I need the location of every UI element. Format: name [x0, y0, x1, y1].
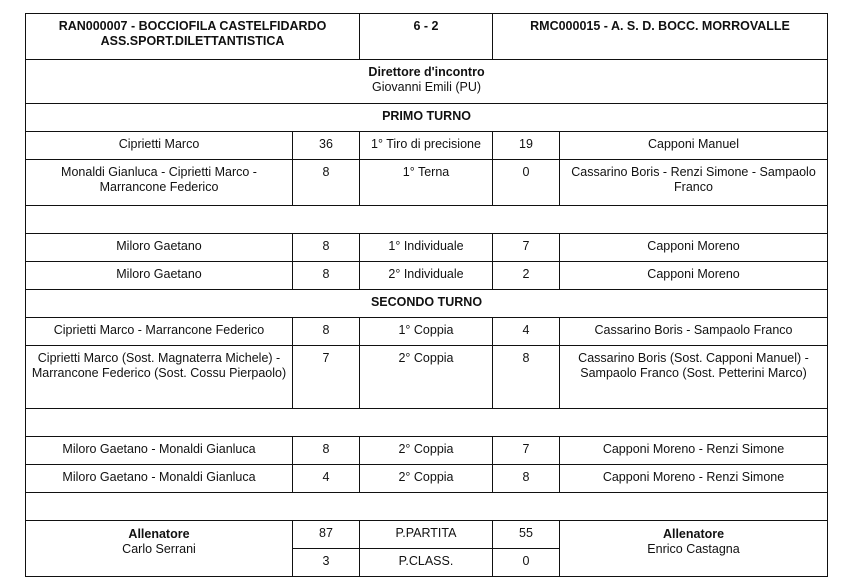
away-players: Capponi Moreno - Renzi Simone	[560, 465, 828, 493]
home-players: Ciprietti Marco (Sost. Magnaterra Michele) - Marrancone Federico (Sost. Cossu Pierpaolo)	[26, 346, 293, 409]
total-label-partita: P.PARTITA	[360, 521, 493, 549]
match-report-table	[25, 13, 828, 577]
home-players: Monaldi Gianluca - Ciprietti Marco - Marrancone Federico	[26, 160, 293, 206]
away-coach-label: Allenatore	[662, 527, 725, 541]
home-players: Miloro Gaetano - Monaldi Gianluca	[26, 465, 293, 493]
away-players: Capponi Moreno	[560, 262, 828, 290]
away-players: Cassarino Boris (Sost. Capponi Manuel) - Sampaolo Franco (Sost. Petterini Marco)	[560, 346, 828, 409]
home-team-line2: ASS.SPORT.DILETTANTISTICA	[100, 34, 285, 48]
game-type: 1° Coppia	[360, 318, 493, 346]
home-coach-label: Allenatore	[128, 527, 190, 541]
away-points: 4	[493, 318, 560, 346]
home-players: Ciprietti Marco	[26, 132, 293, 160]
section-title-secondo-turno: SECONDO TURNO	[26, 290, 828, 318]
away-points: 19	[493, 132, 560, 160]
away-points: 2	[493, 262, 560, 290]
home-team	[26, 14, 360, 60]
game-type: 1° Tiro di precisione	[360, 132, 493, 160]
game-type: 2° Coppia	[360, 346, 493, 409]
table-row	[26, 132, 828, 160]
away-coach	[560, 521, 828, 577]
table-row	[26, 465, 828, 493]
game-type: 1° Terna	[360, 160, 493, 206]
away-points: 8	[493, 465, 560, 493]
table-row	[26, 318, 828, 346]
home-points: 7	[293, 346, 360, 409]
blank-row	[26, 409, 828, 437]
home-points: 8	[293, 318, 360, 346]
section-title-primo-turno: PRIMO TURNO	[26, 104, 828, 132]
home-coach	[26, 521, 293, 577]
footer-row-partita	[26, 521, 828, 549]
game-type: 1° Individuale	[360, 234, 493, 262]
home-total-partita: 87	[293, 521, 360, 549]
away-total-class: 0	[493, 549, 560, 577]
home-total-class: 3	[293, 549, 360, 577]
section-title-row	[26, 290, 828, 318]
away-players: Capponi Moreno - Renzi Simone	[560, 437, 828, 465]
game-type: 2° Coppia	[360, 465, 493, 493]
home-points: 36	[293, 132, 360, 160]
total-label-class: P.CLASS.	[360, 549, 493, 577]
home-points: 8	[293, 160, 360, 206]
home-players: Ciprietti Marco - Marrancone Federico	[26, 318, 293, 346]
away-points: 8	[493, 346, 560, 409]
away-players: Cassarino Boris - Renzi Simone - Sampaolo Franco	[560, 160, 828, 206]
table-row	[26, 346, 828, 409]
away-points: 7	[493, 437, 560, 465]
director-name: Giovanni Emili (PU)	[371, 80, 482, 94]
table-row	[26, 437, 828, 465]
table-row	[26, 262, 828, 290]
home-players: Miloro Gaetano - Monaldi Gianluca	[26, 437, 293, 465]
away-team: RMC000015 - A. S. D. BOCC. MORROVALLE	[493, 14, 828, 60]
home-points: 8	[293, 262, 360, 290]
game-type: 2° Coppia	[360, 437, 493, 465]
away-points: 0	[493, 160, 560, 206]
header-row	[26, 14, 828, 60]
director-label: Direttore d'incontro	[368, 65, 485, 79]
home-points: 8	[293, 234, 360, 262]
table-row	[26, 160, 828, 206]
away-total-partita: 55	[493, 521, 560, 549]
game-type: 2° Individuale	[360, 262, 493, 290]
away-players: Cassarino Boris - Sampaolo Franco	[560, 318, 828, 346]
blank-cell	[26, 409, 828, 437]
home-team-line1: RAN000007 - BOCCIOFILA CASTELFIDARDO	[58, 19, 327, 33]
blank-row	[26, 493, 828, 521]
away-coach-name: Enrico Castagna	[647, 542, 740, 556]
home-players: Miloro Gaetano	[26, 234, 293, 262]
blank-cell	[26, 493, 828, 521]
home-points: 4	[293, 465, 360, 493]
home-points: 8	[293, 437, 360, 465]
away-players: Capponi Manuel	[560, 132, 828, 160]
blank-row	[26, 206, 828, 234]
away-players: Capponi Moreno	[560, 234, 828, 262]
home-players: Miloro Gaetano	[26, 262, 293, 290]
blank-cell	[26, 206, 828, 234]
section-title-row	[26, 104, 828, 132]
home-coach-name: Carlo Serrani	[122, 542, 196, 556]
match-score: 6 - 2	[360, 14, 493, 60]
table-row	[26, 234, 828, 262]
away-points: 7	[493, 234, 560, 262]
director-cell	[26, 60, 828, 104]
director-row	[26, 60, 828, 104]
